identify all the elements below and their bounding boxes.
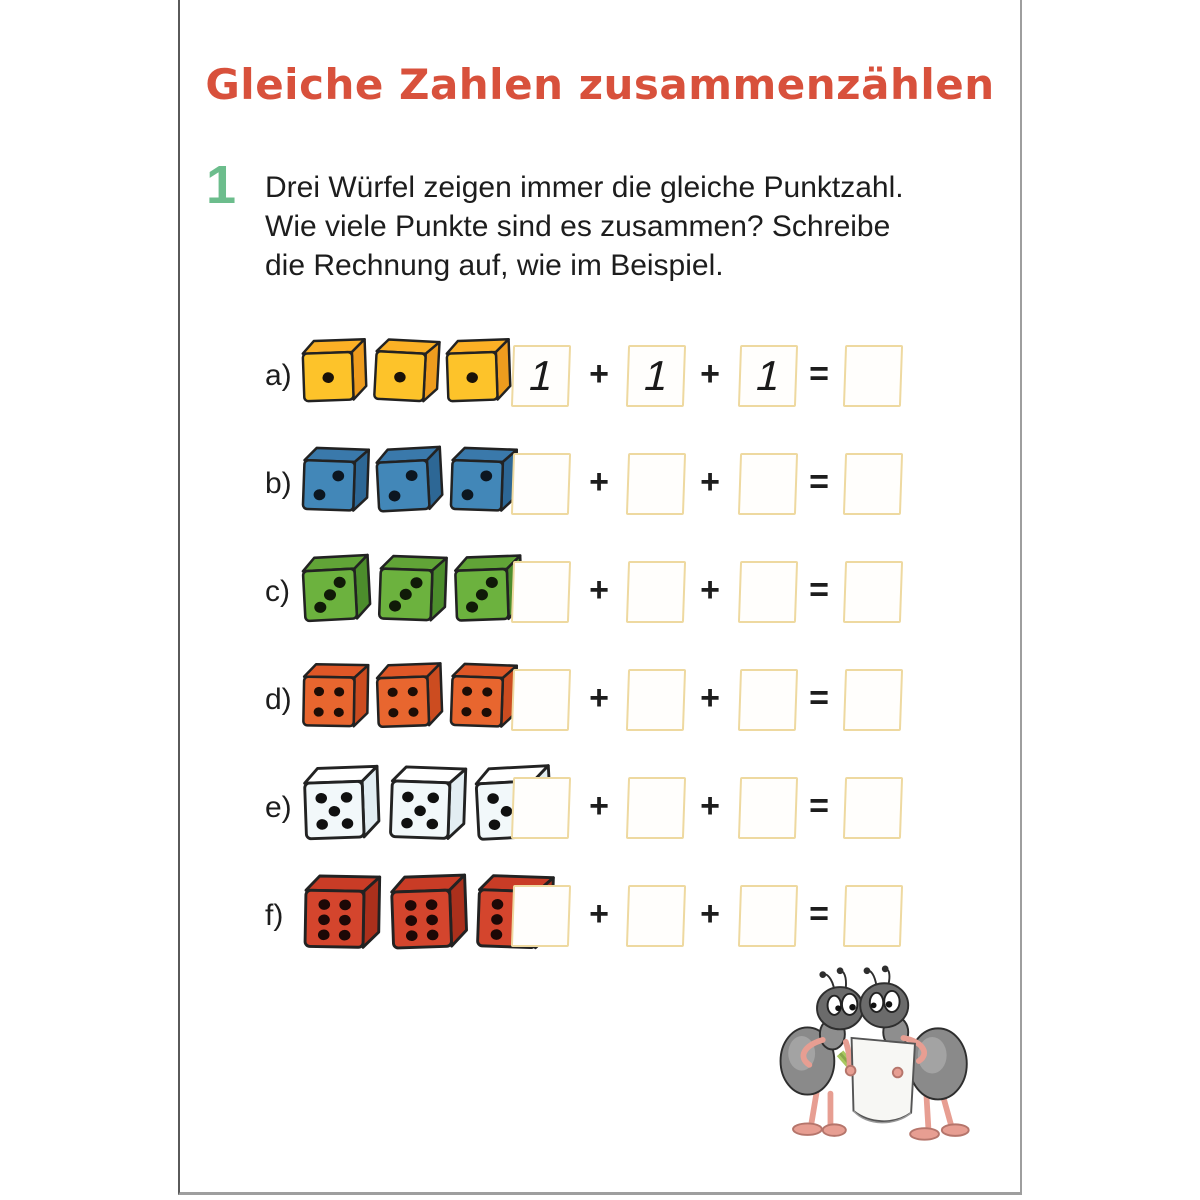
term-box-3 — [738, 669, 798, 731]
plus-sign: + — [589, 463, 609, 501]
equals-sign: = — [809, 895, 829, 933]
term-box-3: 1 — [738, 345, 798, 407]
equals-sign: = — [809, 571, 829, 609]
equals-sign: = — [809, 463, 829, 501]
term-box-2 — [626, 669, 686, 731]
term-box-3 — [738, 561, 798, 623]
result-box — [843, 345, 903, 407]
result-box — [843, 669, 903, 731]
row-label: e) — [265, 791, 292, 824]
term-box-2 — [626, 561, 686, 623]
plus-sign: + — [700, 787, 720, 825]
equals-sign: = — [809, 355, 829, 393]
plus-sign: + — [589, 355, 609, 393]
term-box-3 — [738, 453, 798, 515]
row-label: c) — [265, 575, 290, 608]
plus-sign: + — [700, 355, 720, 393]
instruction-line: Wie viele Punkte sind es zusammen? Schreibe — [265, 210, 891, 243]
plus-sign: + — [700, 895, 720, 933]
instruction-line: Drei Würfel zeigen immer die gleiche Punktzahl. — [265, 171, 904, 204]
plus-sign: + — [589, 895, 609, 933]
plus-sign: + — [700, 463, 720, 501]
row-label: d) — [265, 683, 292, 716]
dice-equation-row — [180, 561, 1020, 669]
plus-sign: + — [700, 571, 720, 609]
two-ants-illustration-icon — [755, 965, 1000, 1157]
plus-sign: + — [589, 679, 609, 717]
result-box — [843, 777, 903, 839]
page-title: Gleiche Zahlen zusammenzählen — [205, 60, 995, 109]
term-box-3 — [738, 777, 798, 839]
plus-sign: + — [700, 679, 720, 717]
term-box-2 — [626, 885, 686, 947]
exercise-instructions — [265, 168, 945, 285]
equals-sign: = — [809, 679, 829, 717]
worksheet-page — [178, 0, 1022, 1195]
term-box-3 — [738, 885, 798, 947]
dice-equation-row — [180, 453, 1020, 561]
row-label: f) — [265, 899, 284, 932]
row-label: a) — [265, 359, 292, 392]
term-box-1 — [511, 561, 571, 623]
term-box-1: 1 — [511, 345, 571, 407]
term-box-2 — [626, 453, 686, 515]
dice-task-rows — [180, 345, 1020, 993]
term-box-1 — [511, 885, 571, 947]
plus-sign: + — [589, 787, 609, 825]
result-box — [843, 453, 903, 515]
result-box — [843, 561, 903, 623]
term-box-1 — [511, 777, 571, 839]
result-box — [843, 885, 903, 947]
instruction-line: die Rechnung auf, wie im Beispiel. — [265, 249, 724, 282]
row-label: b) — [265, 467, 292, 500]
term-box-2: 1 — [626, 345, 686, 407]
term-box-2 — [626, 777, 686, 839]
plus-sign: + — [589, 571, 609, 609]
exercise-number: 1 — [206, 155, 237, 215]
dice-equation-row — [180, 345, 1020, 453]
term-box-1 — [511, 453, 571, 515]
term-box-1 — [511, 669, 571, 731]
equals-sign: = — [809, 787, 829, 825]
